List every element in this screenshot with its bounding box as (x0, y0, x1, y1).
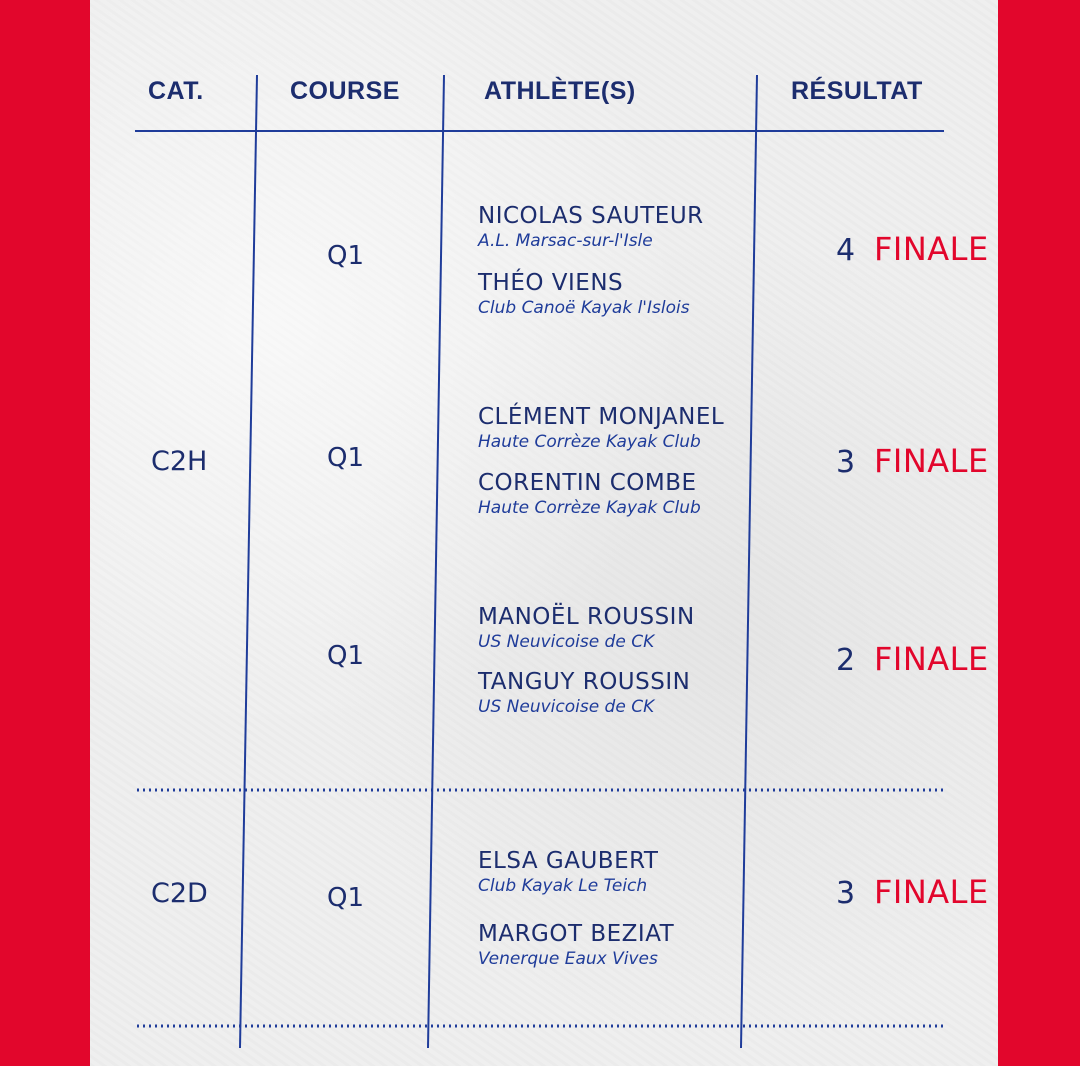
athlete-entry (478, 403, 724, 453)
column-divider-2 (428, 75, 444, 1048)
athlete-club: Venerque Eaux Vives (478, 949, 658, 969)
course-label: Q1 (327, 883, 365, 913)
result-stage: FINALE (874, 873, 989, 911)
athlete-club: US Neuvicoise de CK (478, 697, 655, 717)
course-label: Q1 (327, 241, 365, 271)
athlete-name: THÉO VIENS (478, 270, 624, 296)
result-stage: FINALE (874, 640, 989, 678)
athlete-entry (478, 847, 658, 897)
result-cell (836, 230, 989, 268)
result-stage: FINALE (874, 442, 989, 480)
athlete-name: CORENTIN COMBE (478, 470, 697, 496)
category-label: C2H (151, 446, 208, 477)
result-cell (836, 640, 989, 678)
athlete-club: Club Kayak Le Teich (478, 876, 648, 896)
result-stage: FINALE (874, 230, 989, 268)
result-place: 3 (836, 876, 856, 911)
athlete-name: NICOLAS SAUTEUR (478, 203, 704, 229)
header-result: RÉSULTAT (791, 77, 923, 105)
result-place: 2 (836, 643, 856, 678)
athlete-club: Haute Corrèze Kayak Club (478, 432, 701, 452)
result-place: 3 (836, 445, 856, 480)
header-course: COURSE (290, 77, 400, 105)
athlete-entry (478, 668, 690, 718)
header-athletes: ATHLÈTE(S) (484, 77, 636, 105)
result-cell (836, 442, 989, 480)
column-divider-1 (240, 75, 257, 1048)
athlete-name: ELSA GAUBERT (478, 848, 659, 874)
athlete-name: TANGUY ROUSSIN (478, 669, 691, 695)
column-divider-3 (741, 75, 757, 1048)
course-label: Q1 (327, 443, 365, 473)
athlete-entry (478, 269, 690, 319)
athlete-name: CLÉMENT MONJANEL (478, 404, 725, 430)
athlete-club: Haute Corrèze Kayak Club (478, 498, 701, 518)
athlete-name: MARGOT BEZIAT (478, 921, 675, 947)
course-label: Q1 (327, 641, 365, 671)
result-place: 4 (836, 233, 856, 268)
athlete-name: MANOËL ROUSSIN (478, 604, 695, 630)
athlete-entry (478, 920, 674, 970)
header-cat: CAT. (148, 77, 204, 105)
athlete-entry (478, 202, 704, 252)
athlete-entry (478, 469, 701, 519)
athlete-club: US Neuvicoise de CK (478, 632, 655, 652)
category-label: C2D (151, 878, 208, 909)
result-cell (836, 873, 989, 911)
athlete-club: Club Canoë Kayak l'Islois (478, 298, 690, 318)
athlete-entry (478, 603, 695, 653)
athlete-club: A.L. Marsac-sur-l'Isle (478, 231, 653, 251)
